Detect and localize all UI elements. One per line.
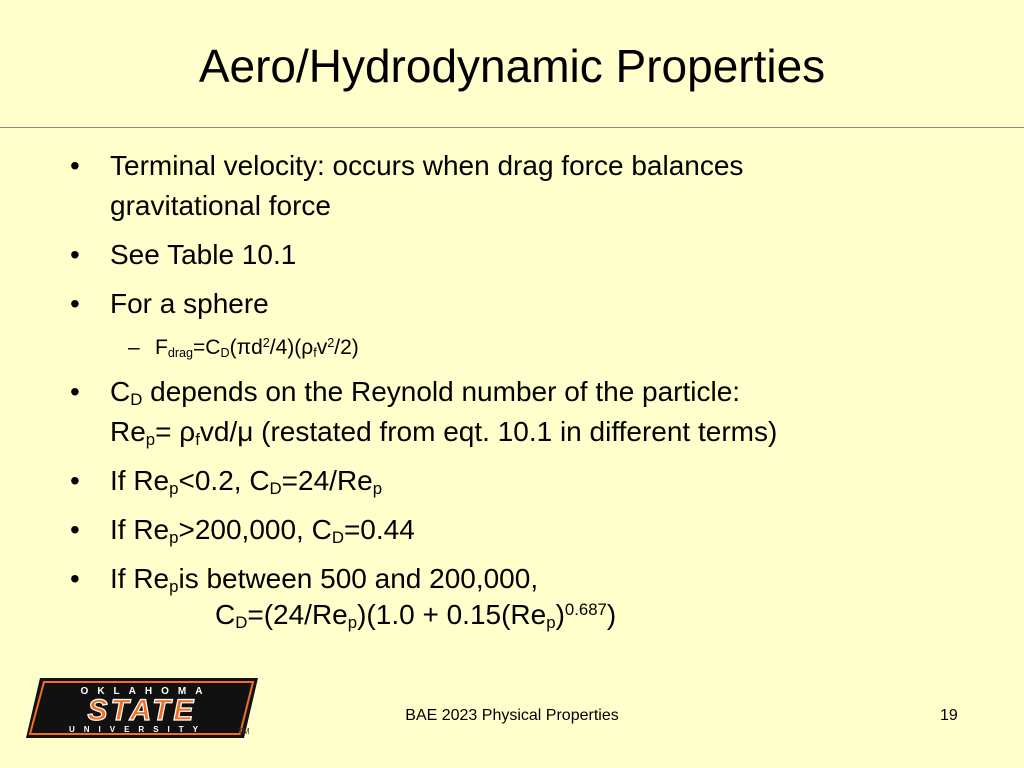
formula-part: =0.44	[343, 514, 415, 545]
formula-subscript: p	[347, 613, 358, 633]
bullet-see-table	[70, 235, 970, 275]
bullet-low-reynolds	[70, 461, 970, 501]
formula-subscript: p	[372, 479, 383, 499]
formula-part: =C	[193, 336, 221, 359]
formula-subscript: p	[145, 430, 156, 450]
formula-part: If Re	[110, 563, 170, 594]
formula-part: =(24/Re	[247, 599, 348, 630]
sub-bullet-drag-formula	[70, 333, 970, 363]
title-divider	[0, 127, 1024, 128]
bullet-text: depends on the Reynold number of the particle:	[142, 376, 741, 407]
bullet-text-line	[110, 559, 970, 599]
formula-subscript: D	[235, 613, 248, 633]
logo-trademark: TM	[238, 727, 250, 736]
bullet-reynolds-dependence	[70, 372, 970, 452]
formula-part: v	[316, 336, 328, 359]
bullet-marker: •	[70, 376, 80, 407]
formula-subscript: f	[195, 430, 200, 450]
slide-body	[70, 146, 970, 644]
formula-superscript: 2	[262, 336, 270, 351]
formula-part: /4)(ρ	[269, 336, 314, 359]
formula-part: If Re	[110, 465, 170, 496]
logo-main-text: STATE	[87, 694, 197, 727]
bullet-text: vd/μ (restated from eqt. 10.1 in different terms)	[199, 416, 778, 447]
bullet-marker: •	[70, 150, 80, 181]
bullet-text-line	[110, 412, 970, 452]
formula-subscript: D	[331, 528, 344, 548]
logo-top-text: OKLAHOMA	[80, 686, 212, 697]
formula-subscript: p	[169, 528, 179, 548]
bullet-intermediate-reynolds	[70, 559, 970, 635]
formula-part: )(1.0 + 0.15(Re	[357, 599, 547, 630]
formula-subscript: D	[269, 479, 282, 499]
formula-part: F	[155, 336, 168, 359]
formula-subscript: p	[169, 479, 179, 499]
bullet-sphere	[70, 284, 970, 324]
sub-bullet-marker: –	[128, 336, 140, 359]
formula-part: (πd	[229, 336, 263, 359]
formula-superscript: 0.687	[564, 599, 607, 619]
formula-subscript: D	[220, 346, 230, 361]
formula-subscript: f	[313, 346, 317, 361]
formula-subscript: D	[130, 390, 143, 410]
bullet-high-reynolds	[70, 510, 970, 550]
formula-part: /2)	[334, 336, 359, 359]
bullet-text: For a sphere	[110, 288, 269, 319]
slide-title: Aero/Hydrodynamic Properties	[198, 40, 826, 92]
bullet-marker: •	[70, 563, 80, 594]
formula-part: = ρ	[155, 416, 196, 447]
footer-title	[0, 707, 1024, 725]
bullet-marker: •	[70, 288, 80, 319]
footer-text: BAE 2023 Physical Properties	[405, 707, 619, 724]
formula-part: )	[606, 599, 617, 630]
formula-part: >200,000, C	[178, 514, 332, 545]
bullet-text: See Table 10.1	[110, 239, 297, 270]
bullet-marker: •	[70, 514, 80, 545]
formula-part: Re	[110, 416, 146, 447]
bullet-marker: •	[70, 239, 80, 270]
formula-part: <0.2, C	[178, 465, 270, 496]
page-number: 19	[940, 707, 958, 724]
bullet-marker: •	[70, 465, 80, 496]
logo-bottom-text: UNIVERSITY	[68, 725, 208, 734]
bullet-terminal-velocity	[70, 146, 970, 226]
intermediate-formula	[110, 595, 970, 635]
formula-subscript: p	[546, 613, 556, 633]
formula-superscript: 2	[327, 336, 335, 351]
formula-part: =24/Re	[281, 465, 373, 496]
formula-subscript: drag	[167, 346, 194, 361]
formula-part: If Re	[110, 514, 170, 545]
bullet-text-line	[110, 372, 970, 412]
formula-part: C	[110, 376, 131, 407]
bullet-text: Terminal velocity: occurs when drag force balances	[110, 150, 744, 181]
bullet-text: gravitational force	[110, 190, 332, 221]
formula-part: C	[215, 599, 236, 630]
formula-subscript: p	[169, 577, 179, 597]
bullet-text: is between 500 and 200,000,	[178, 563, 539, 594]
formula-part: )	[555, 599, 565, 630]
